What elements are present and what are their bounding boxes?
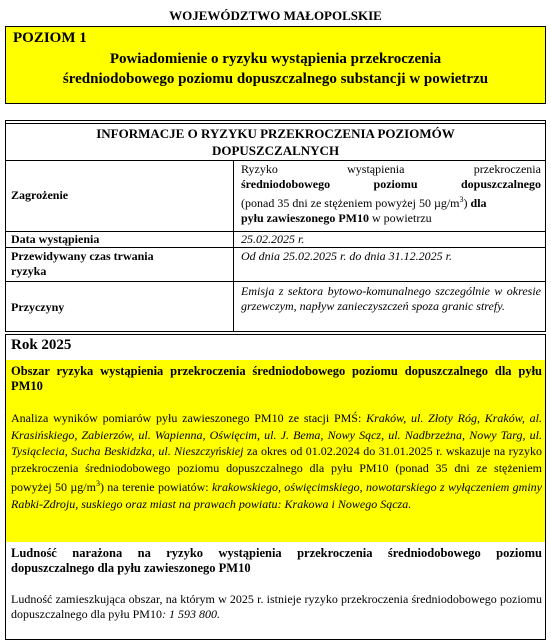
notice-title-line2: średniodobowego poziomu dopuszczalnego substancji w powietrzu — [62, 71, 489, 87]
info-table-heading: INFORMACJE O RYZYKU PRZEKROCZENIA POZIOMÓW DOPUSZCZALNYCH — [96, 126, 455, 158]
date-value: 25.02.2025 r. — [241, 232, 305, 246]
level-label: POZIOM 1 — [13, 30, 87, 46]
duration-value: Od dnia 25.02.2025 r. do dnia 31.12.2025 r. — [241, 249, 453, 263]
date-label: Data wystąpienia — [11, 232, 100, 246]
notice-title-line1: Powiadomienie o ryzyku wystąpienia przekroczenia — [109, 51, 442, 67]
threat-label: Zagrożenie — [11, 188, 69, 202]
voivodeship-header: WOJEWÓDZTWO MAŁOPOLSKIE — [169, 8, 382, 23]
causes-value: Emisja z sektora bytowo-komunalnego szczególnie w okresie grzewczym, napływ zanieczyszczeń spoza granic strefy. — [241, 284, 541, 313]
population-text: Ludność zamieszkująca obszar, na którym w 2025 r. istnieje ryzyko przekroczenia średniodobowego poziomu dopuszczalnego dla pyłu PM10: 1 593 800. — [11, 592, 542, 621]
analysis-text: Analiza wyników pomiarów pyłu zawieszonego PM10 ze stacji PMŚ: Kraków, ul. Złoty Róg, Kraków, al. Krasińskiego, Zabierzów, ul. Wapienna, Oświęcim, ul. J. Bema, Nowy Sącz, ul. Nadbrzeżna, Nowy Targ, ul. Tysiąclecia, Sucha Beskidzka, ul. Nieszczyńskiej za okres od 01.02.2024 do 31.01.2025 r. wskazuje na ryzyko przekroczenia średniodobowego poziomu dopuszczalnego dla pyłu PM10 (ponad 35 dni ze stężeniem powyżej 50 $\mu g/m^3$) na terenie powiatów: krakowskiego, oświęcimskiego, nowotarskiego z wyłączeniem gminy Rabki-Zdroju, suskiego oraz miast na prawach powiatu: Krakowa i Nowego Sącza. — [11, 411, 542, 511]
population-heading: Ludność narażona na ryzyko wystąpienia przekroczenia średniodobowego poziomu dopuszczalnego dla pyłu zawieszonego PM10 — [11, 546, 542, 575]
population-value: 1 593 800. — [168, 607, 220, 621]
year-label: Rok 2025 — [11, 337, 72, 353]
duration-label: Przewidywany czas trwania ryzyka — [11, 249, 154, 278]
level-box — [5, 26, 546, 104]
risk-area-heading: Obszar ryzyka wystąpienia przekroczenia średniodobowego poziomu dopuszczalnego dla pyłu PM10 — [11, 364, 542, 393]
causes-label: Przyczyny — [11, 300, 65, 314]
threat-value: Ryzyko wystąpienia przekroczenia średniodobowego poziomu dopuszczalnego (ponad 35 dni ze stężeniem powyżej 50 $\mu g/m^3$) dla pyłu zawieszonego PM10 w powietrzu — [241, 162, 541, 225]
